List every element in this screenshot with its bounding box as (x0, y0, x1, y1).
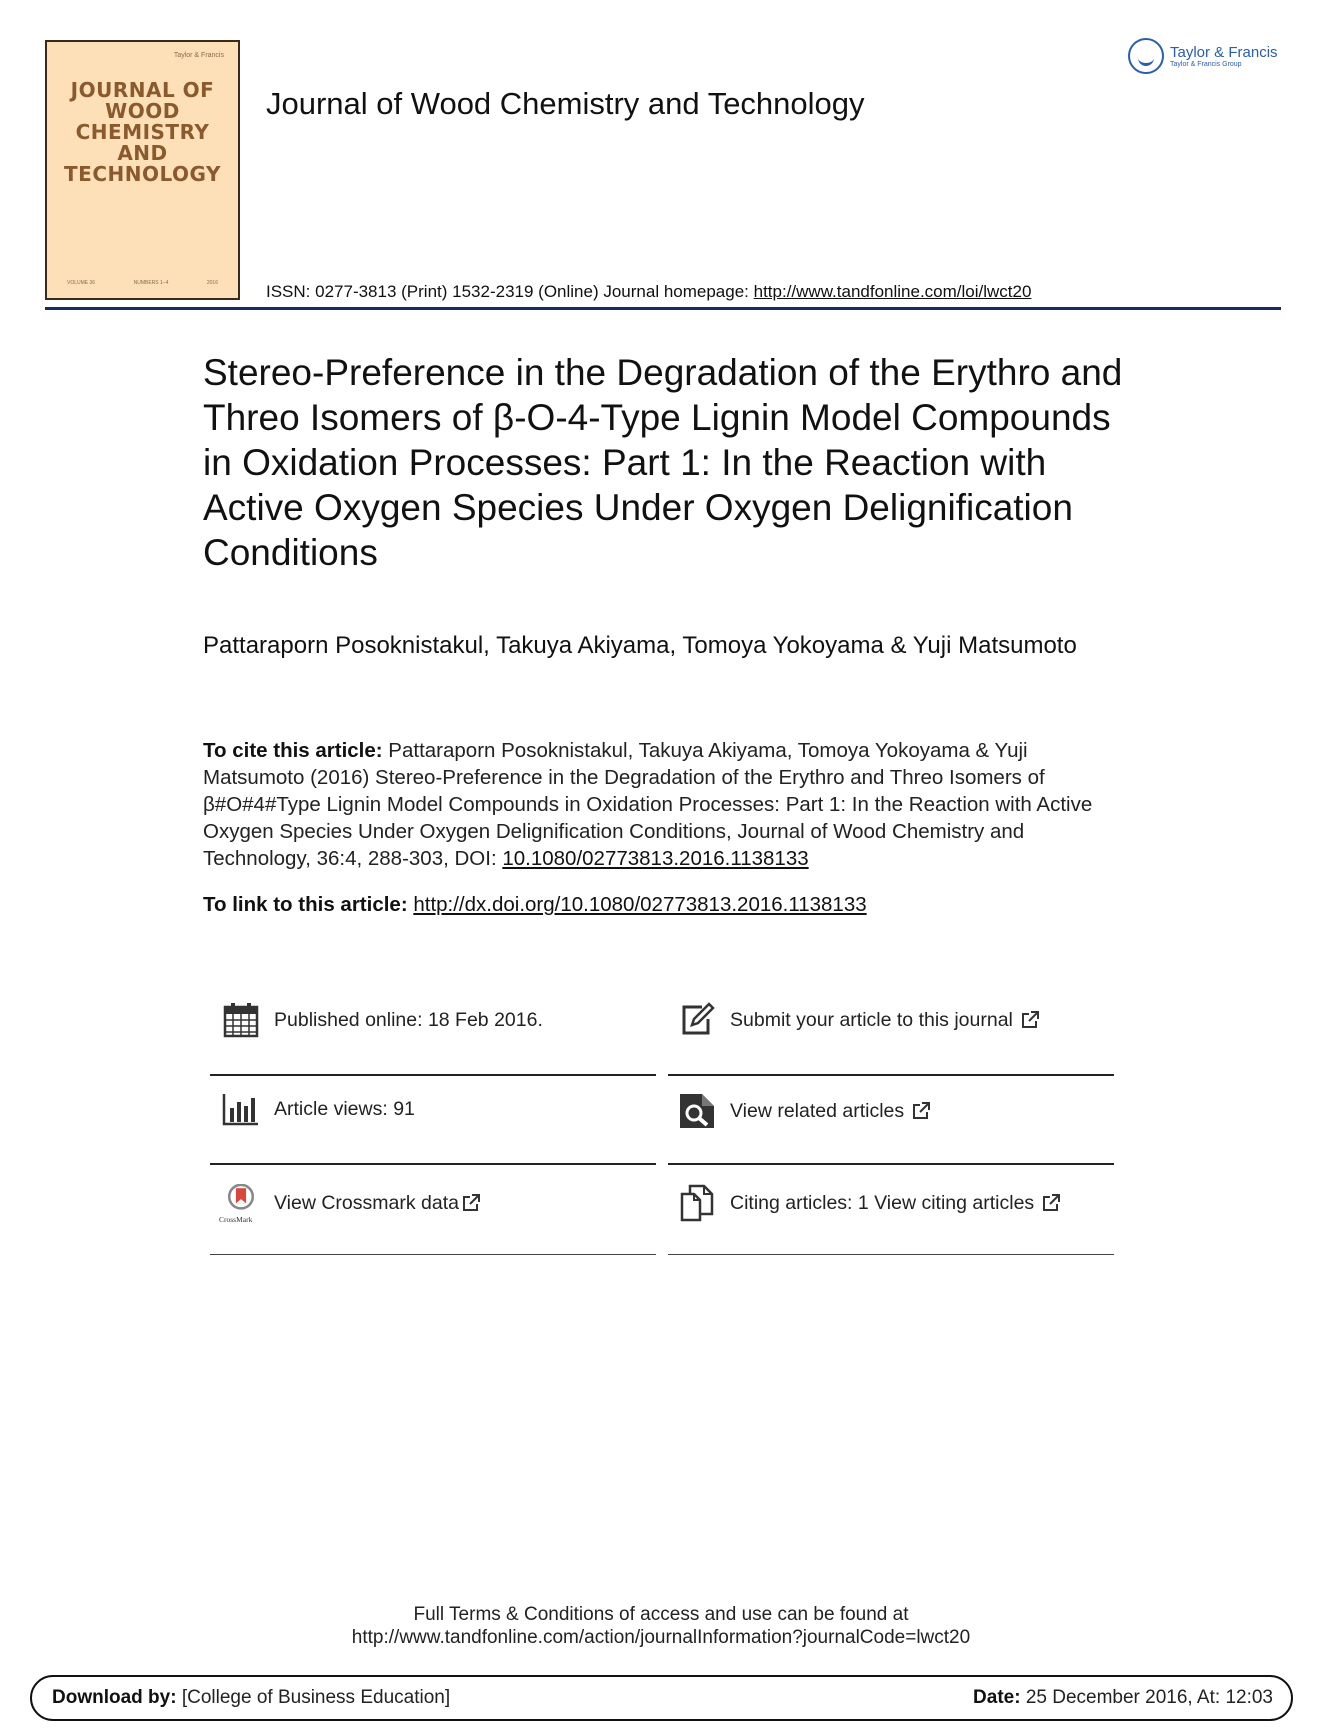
article-authors: Pattaraporn Posoknistakul, Takuya Akiyama, Tomoya Yokoyama & Yuji Matsumoto (203, 632, 1077, 659)
submit-article-text: Submit your article to this journal (730, 1008, 1013, 1031)
grid-divider (210, 1254, 656, 1255)
cover-title: JOURNAL OF WOOD CHEMISTRY AND TECHNOLOGY (64, 78, 221, 186)
article-link-label: To link to this article: (203, 893, 414, 916)
header-divider (45, 307, 1281, 310)
download-date (973, 1687, 1273, 1709)
grid-divider (668, 1254, 1114, 1255)
download-info (52, 1687, 450, 1709)
crossmark-link[interactable] (219, 1184, 480, 1224)
cover-footer (67, 280, 218, 286)
grid-divider (668, 1163, 1114, 1165)
journal-cover (45, 40, 240, 300)
article-link-block (203, 893, 867, 917)
publisher-logo[interactable] (1128, 38, 1278, 74)
citation-label: To cite this article: (203, 739, 383, 762)
download-label: Download by: (52, 1687, 177, 1708)
grid-divider (210, 1074, 656, 1076)
date-label: Date: (973, 1687, 1021, 1708)
cover-volume: VOLUME 36 (67, 280, 96, 286)
external-link-icon (462, 1194, 480, 1212)
publisher-name: Taylor & Francis (1170, 43, 1278, 61)
citation-doi-link[interactable]: 10.1080/02773813.2016.1138133 (502, 847, 809, 870)
related-articles-link[interactable] (678, 1092, 930, 1130)
terms-notice (0, 1603, 1322, 1649)
download-bar (30, 1675, 1293, 1721)
publisher-sub: Taylor & Francis Group (1170, 60, 1242, 68)
article-views (222, 1090, 415, 1128)
search-document-icon (678, 1092, 716, 1130)
bar-chart-icon (222, 1090, 260, 1128)
taylor-francis-icon (1128, 38, 1164, 74)
external-link-icon (1021, 1011, 1039, 1029)
article-title: Stereo-Preference in the Degradation of the Erythro and Threo Isomers of β-O-4-Type Lignin Model Compounds in Oxidation Processes: Part 1: In the Reaction with Active Oxygen Species Under Oxygen Delignification Conditions (203, 352, 1123, 573)
citation-text: Pattaraporn Posoknistakul, Takuya Akiyama, Tomoya Yokoyama & Yuji Matsumoto (2016) Stereo-Preference in the Degradation of the Erythro and Threo Isomers of β#O#4#Type Lignin Model Compounds in Oxidation Processes: Part 1: In the Reaction with Active Oxygen Species Under Oxygen Delignification Conditions, Journal of Wood Chemistry and Technology, 36:4, 288-303, DOI: (203, 739, 1093, 870)
download-value: [College of Business Education] (176, 1687, 451, 1708)
related-articles-text: View related articles (730, 1099, 905, 1122)
copy-documents-icon (678, 1184, 716, 1222)
grid-divider (668, 1074, 1114, 1076)
issn-text: ISSN: 0277-3813 (Print) 1532-2319 (Online) Journal homepage: (266, 282, 754, 301)
article-views-text: Article views: 91 (274, 1097, 415, 1120)
edit-icon (678, 1001, 716, 1039)
cover-numbers: NUMBERS 1–4 (133, 280, 169, 286)
submit-article-link[interactable] (678, 1001, 1039, 1039)
crossmark-logo-text: CrossMark (219, 1215, 253, 1224)
grid-divider (210, 1163, 656, 1165)
terms-url[interactable]: http://www.tandfonline.com/action/journalInformation?journalCode=lwct20 (351, 1627, 971, 1648)
issn-line (266, 282, 1031, 302)
calendar-icon (222, 1001, 260, 1039)
article-doi-url[interactable]: http://dx.doi.org/10.1080/02773813.2016.1138133 (413, 893, 867, 916)
citing-articles-link[interactable] (678, 1184, 1060, 1222)
crossmark-icon (219, 1184, 260, 1224)
cover-publisher: Taylor & Francis (173, 52, 224, 59)
cover-year: 2016 (206, 280, 218, 286)
journal-name: Journal of Wood Chemistry and Technology (266, 86, 865, 121)
external-link-icon (912, 1102, 930, 1120)
journal-homepage-link[interactable]: http://www.tandfonline.com/loi/lwct20 (753, 282, 1032, 301)
crossmark-text: View Crossmark data (274, 1191, 459, 1214)
terms-line-1: Full Terms & Conditions of access and use can be found at (413, 1604, 909, 1625)
published-online-text: Published online: 18 Feb 2016. (274, 1008, 543, 1031)
citing-articles-text: Citing articles: 1 View citing articles (730, 1191, 1035, 1214)
date-value: 25 December 2016, At: 12:03 (1020, 1687, 1273, 1708)
published-online (222, 1001, 543, 1039)
citation-block (203, 737, 1123, 872)
publisher-logo-text (1170, 45, 1278, 68)
external-link-icon (1042, 1194, 1060, 1212)
